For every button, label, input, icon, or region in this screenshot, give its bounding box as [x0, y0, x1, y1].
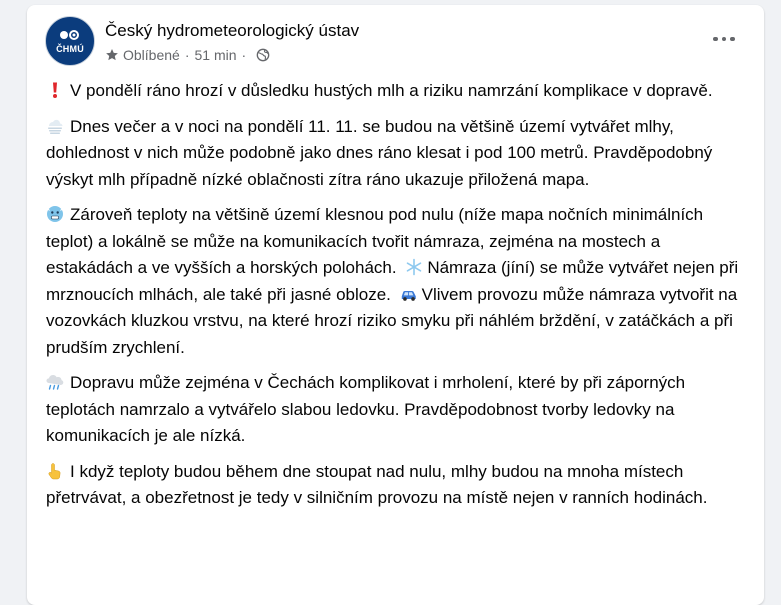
paragraph-text: Námraza (jíní) se může vytvářet nejen při mrznoucích mlhách, ale také při jasné obloze. — [46, 258, 739, 304]
rain-cloud-icon — [46, 373, 64, 391]
car-icon — [400, 285, 418, 303]
snowflake-icon — [405, 258, 423, 276]
fog-icon — [46, 117, 64, 135]
logo-dots-icon — [59, 30, 81, 40]
more-options-button[interactable] — [706, 27, 742, 51]
avatar-text: ČHMÚ — [56, 44, 84, 54]
post-card — [27, 5, 764, 605]
post-header — [27, 5, 764, 75]
paragraph-text: I když teploty budou během dne stoupat nad nulu, mlhy budou na mnoha místech přetrvávat, a obezřetnost je tedy v silničním provozu na místě nejen v ranních hodinách. — [46, 461, 708, 507]
avatar[interactable] — [45, 16, 95, 66]
paragraph-text: Vlivem provozu může námraza vytvořit na vozovkách kluzkou vrstvu, na které hrozí riziko smyku při náhlém brždění, v zatáčkách a při prudším zrychlení. — [46, 284, 738, 357]
post-paragraph — [46, 459, 746, 512]
globe-icon[interactable] — [256, 48, 270, 62]
paragraph-text: Dopravu může zejména v Čechách komplikovat i mrholení, které by při záporných teplotách namrzalo a vytvářelo slabou ledovku. Pravděpodobnost tvorby ledovky na komunikacích je ale nízká. — [46, 373, 686, 445]
paragraph-text: V pondělí ráno hrozí v důsledku hustých mlh a riziku namrzání komplikace v dopravě. — [70, 81, 713, 100]
avatar-logo-mark — [46, 30, 94, 42]
page-name-link[interactable]: Český hydrometeorologický ústav — [105, 21, 360, 40]
paragraph-text: Dnes večer a v noci na pondělí 11. 11. se budou na většině území vytvářet mlhy, dohlednost v nich může podobně jako dnes ráno klesat i pod 100 metrů. Pravděpodobný výskyt mlh případně nízké oblačnosti zítra ráno ukazuje přiložená mapa. — [46, 116, 713, 189]
more-options-icon-dot — [722, 37, 727, 42]
post-paragraph — [46, 370, 746, 450]
pointing-hand-icon — [46, 462, 64, 480]
post-time-link[interactable]: 51 min — [194, 47, 237, 63]
meta-separator-2: · — [241, 47, 247, 63]
post-meta — [105, 47, 270, 63]
exclamation-icon — [46, 81, 64, 99]
favorites-label[interactable]: Oblíbené — [123, 47, 180, 63]
meta-separator: · — [184, 47, 190, 63]
post-paragraph — [46, 114, 746, 194]
paragraph-text: Zároveň teploty na většině území klesnou pod nulu (níže mapa nočních minimálních teplot) a lokálně se může na komunikacích tvořit námraza, zejména na mostech a estakádách a ve vyšších a horských polohách. — [46, 205, 704, 277]
more-options-icon-dot — [713, 37, 718, 42]
post-body — [46, 78, 746, 521]
post-paragraph — [46, 202, 746, 361]
star-icon — [105, 48, 119, 62]
post-paragraph — [46, 78, 746, 105]
cold-face-icon — [46, 205, 64, 223]
more-options-icon-dot — [730, 37, 735, 42]
